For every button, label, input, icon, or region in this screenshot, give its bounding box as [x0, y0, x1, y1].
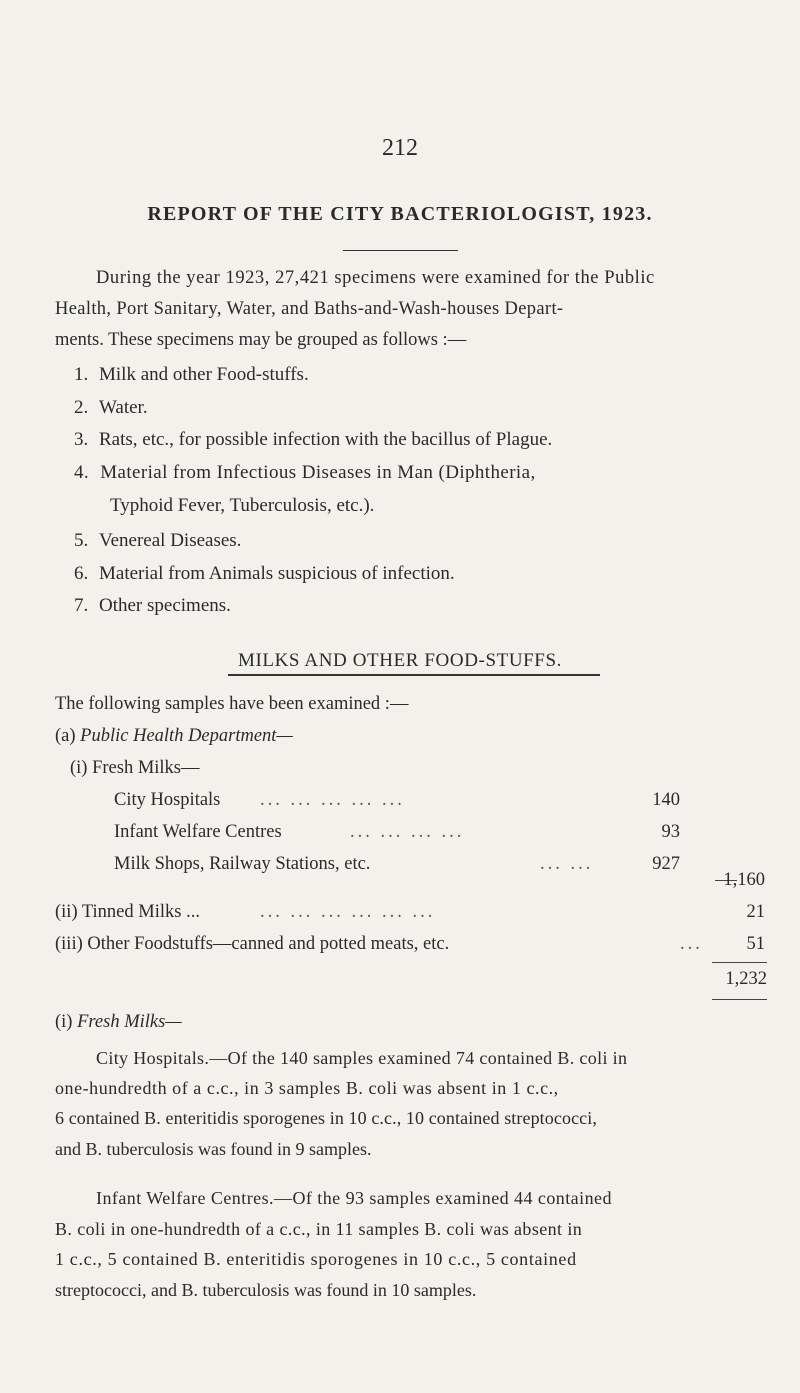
intro-line-3: ments. These specimens may be grouped as follows :— — [55, 330, 467, 350]
tinned-milks-label: (ii) Tinned Milks ... — [55, 902, 200, 922]
department-heading — [55, 726, 293, 747]
fresh-milks-heading-name: Fresh Milks— — [77, 1012, 182, 1032]
leader-dots: ... ... ... ... ... — [260, 790, 405, 810]
category-number: 5. — [74, 530, 89, 551]
total-rule-top — [712, 962, 767, 963]
category-text: Material from Infectious Diseases in Man (Diphtheria, — [100, 462, 536, 483]
page-number: 212 — [382, 135, 418, 161]
category-number: 2. — [74, 397, 89, 418]
category-item-4 — [74, 462, 536, 484]
category-text: Other specimens. — [99, 595, 231, 616]
department-name: Public Health Department— — [80, 726, 293, 746]
fresh-milks-label: (i) Fresh Milks— — [70, 758, 200, 778]
category-item-1 — [74, 364, 309, 386]
category-text: Milk and other Food-stuffs. — [99, 364, 309, 385]
intro-line-2: Health, Port Sanitary, Water, and Baths-and-Wash-houses Depart- — [55, 299, 564, 319]
category-item-4-continued: Typhoid Fever, Tuberculosis, etc.). — [110, 495, 375, 516]
fresh-row-value: 140 — [652, 790, 680, 810]
category-text: Water. — [99, 397, 148, 418]
hospitals-para-line-2: one-hundredth of a c.c., in 3 samples B. coli was absent in 1 c.c., — [55, 1078, 559, 1098]
section-heading-underline — [228, 674, 600, 676]
category-item-7 — [74, 595, 231, 617]
report-title: REPORT OF THE CITY BACTERIOLOGIST, 1923. — [147, 203, 653, 225]
leader-dots: ... ... ... ... — [350, 822, 465, 842]
category-text: Venereal Diseases. — [99, 530, 242, 551]
tinned-milks-value: 21 — [746, 902, 765, 922]
title-divider — [343, 250, 458, 251]
leader-dots: ... ... — [540, 854, 594, 874]
department-label: (a) — [55, 726, 76, 746]
category-text: Rats, etc., for possible infection with the bacillus of Plague. — [99, 429, 553, 450]
category-number: 7. — [74, 595, 89, 616]
welfare-para-line-3: 1 c.c., 5 contained B. enteritidis sporogenes in 10 c.c., 5 contained — [55, 1249, 577, 1269]
other-foodstuffs-label: (iii) Other Foodstuffs—canned and potted meats, etc. — [55, 934, 450, 954]
category-item-5 — [74, 530, 241, 552]
hospitals-para-line-1: City Hospitals.—Of the 140 samples examined 74 contained B. coli in — [96, 1048, 628, 1068]
welfare-para-line-2: B. coli in one-hundredth of a c.c., in 11 samples B. coli was absent in — [55, 1219, 583, 1239]
category-number: 3. — [74, 429, 89, 450]
category-item-2 — [74, 397, 148, 419]
category-text: Material from Animals suspicious of infection. — [99, 563, 455, 584]
category-number: 4. — [74, 462, 90, 483]
hospitals-para-line-3: 6 contained B. enteritidis sporogenes in 10 c.c., 10 contained streptococci, — [55, 1108, 597, 1128]
fresh-milks-heading-label: (i) — [55, 1012, 73, 1032]
total-rule-bottom — [712, 999, 767, 1000]
fresh-row-label: Milk Shops, Railway Stations, etc. — [114, 854, 371, 874]
fresh-row-value: 927 — [652, 854, 680, 874]
welfare-para-line-1: Infant Welfare Centres.—Of the 93 samples examined 44 contained — [96, 1188, 612, 1208]
intro-line-1: During the year 1923, 27,421 specimens were examined for the Public — [96, 268, 655, 288]
samples-intro: The following samples have been examined :— — [55, 694, 409, 714]
welfare-para-line-4: streptococci, and B. tuberculosis was found in 10 samples. — [55, 1280, 477, 1300]
section-heading: MILKS AND OTHER FOOD-STUFFS. — [237, 650, 562, 671]
category-number: 1. — [74, 364, 89, 385]
leader-dots: ... — [680, 934, 703, 954]
grand-total: 1,232 — [725, 969, 767, 989]
hospitals-para-line-4: and B. tuberculosis was found in 9 samples. — [55, 1139, 372, 1159]
fresh-row-label: City Hospitals — [114, 790, 221, 810]
leader-dots: ... ... ... ... ... ... — [260, 902, 436, 922]
fresh-row-label: Infant Welfare Centres — [114, 822, 282, 842]
category-item-3 — [74, 429, 552, 451]
fresh-row-value: 93 — [661, 822, 680, 842]
category-number: 6. — [74, 563, 89, 584]
fresh-milks-heading — [55, 1012, 182, 1033]
category-item-6 — [74, 563, 455, 585]
other-foodstuffs-value: 51 — [746, 934, 765, 954]
fresh-total: 1,160 — [723, 870, 765, 890]
